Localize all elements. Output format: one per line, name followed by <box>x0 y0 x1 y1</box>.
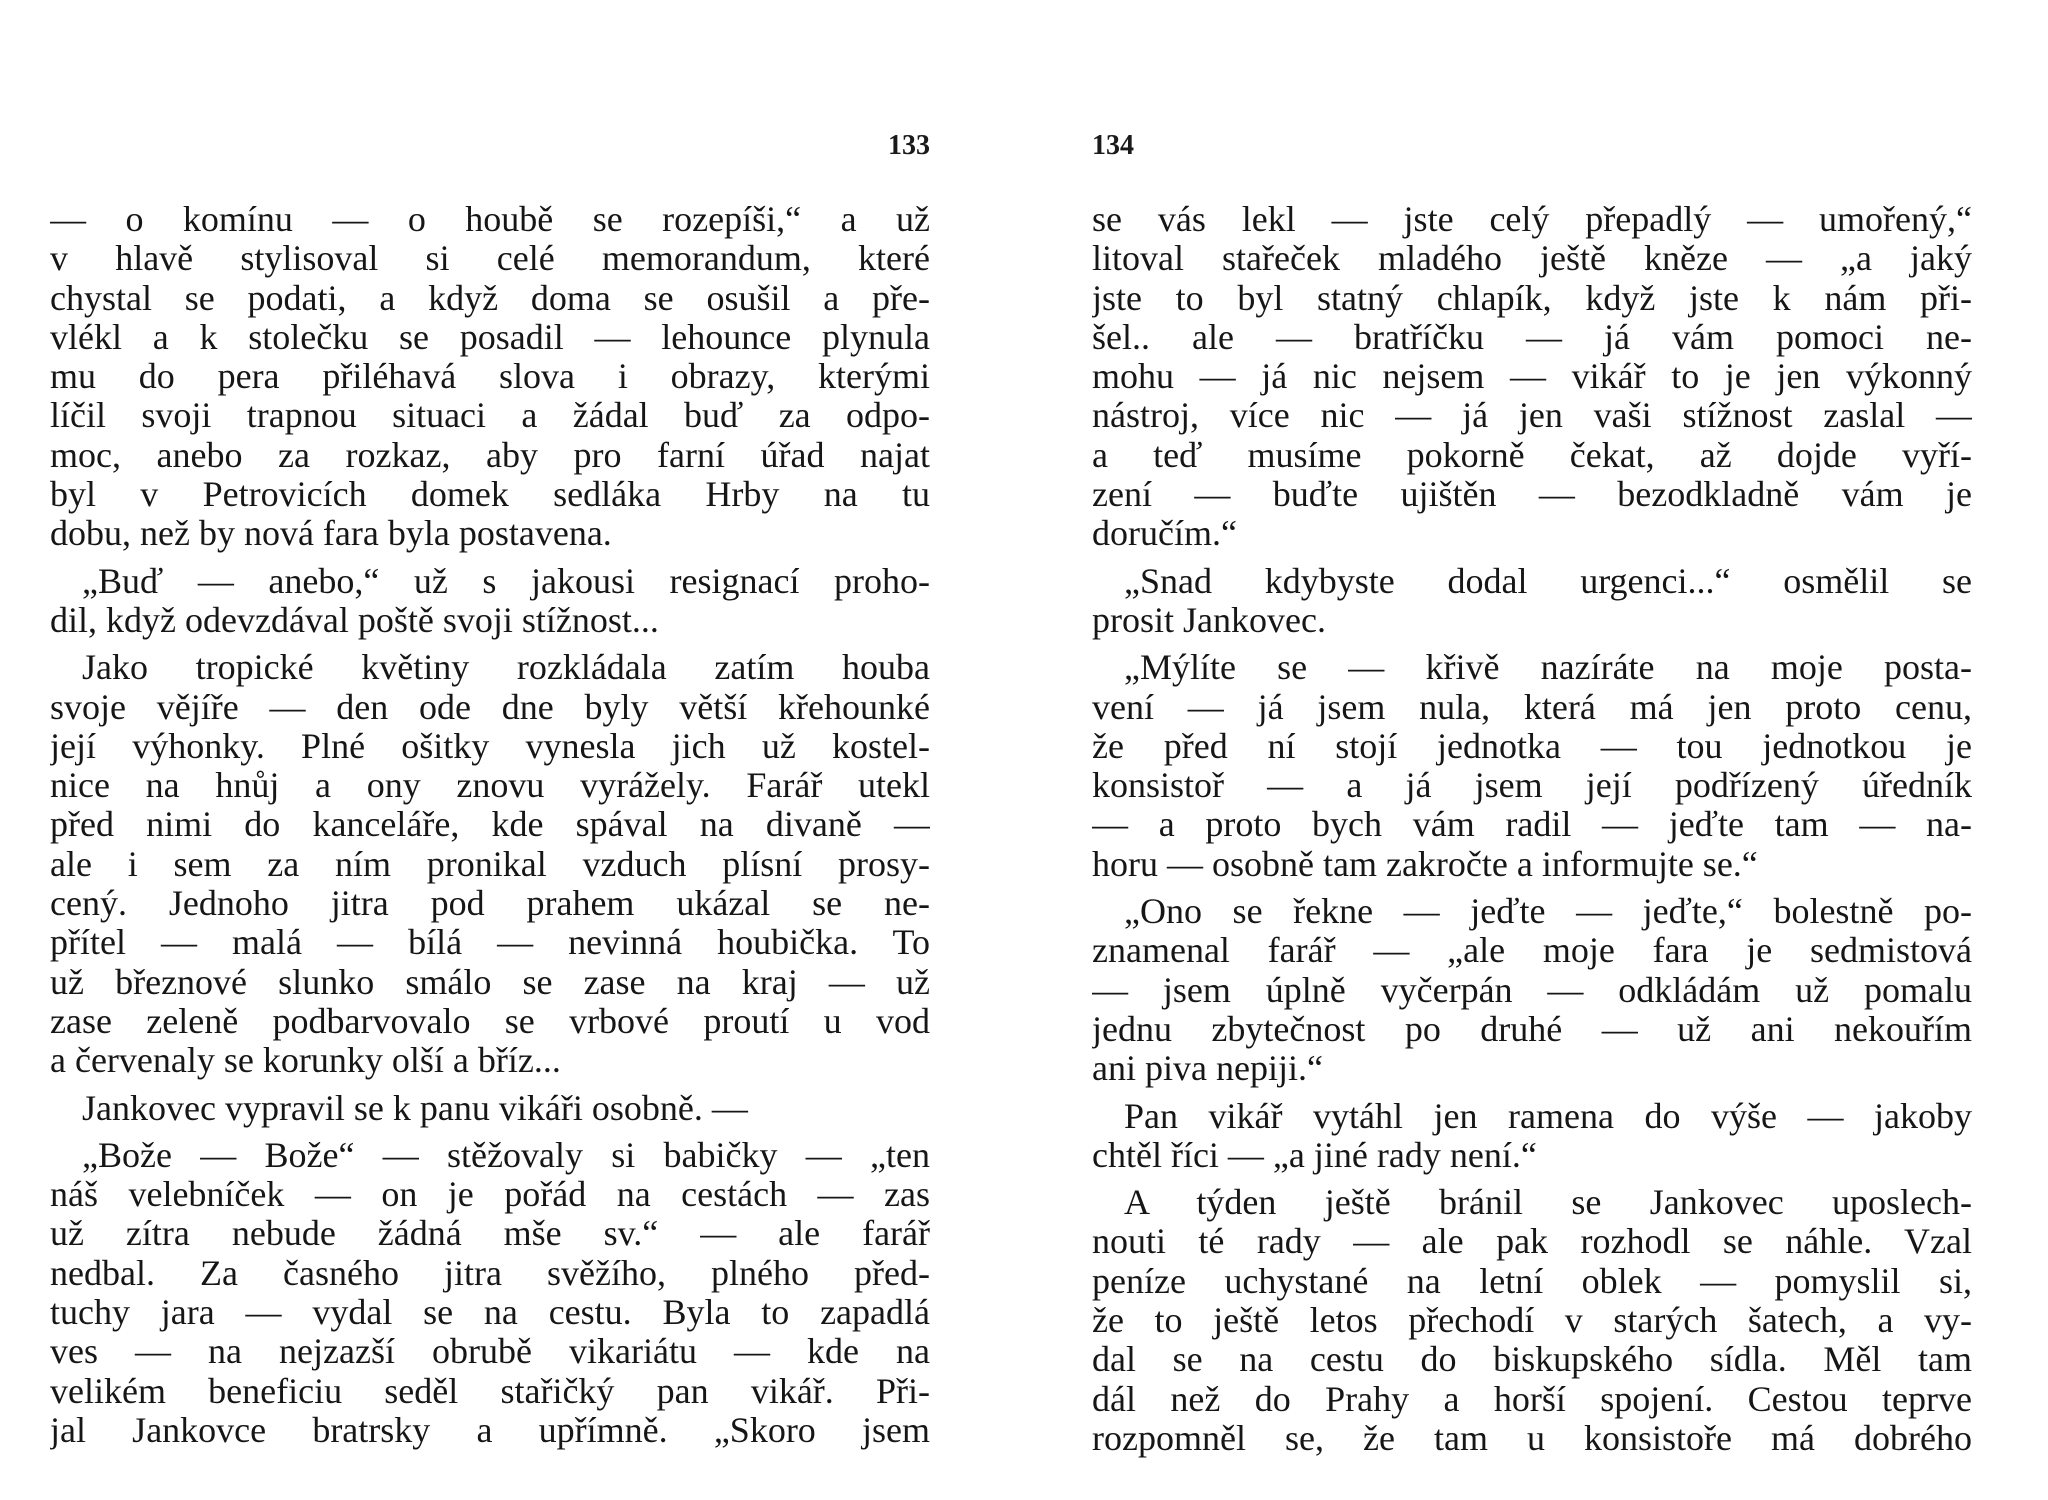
text-line: nástroj, více nic — já jen vaši stížnost zaslal — <box>1092 396 1972 436</box>
text-line: Jankovec vypravil se k panu vikáři osobně. — <box>82 1088 748 1128</box>
text-line: přítel — malá — bílá — nevinná houbička. To <box>50 923 930 963</box>
text-line: A týden ještě bránil se Jankovec uposlech- <box>1124 1183 1972 1223</box>
text-line: zase zeleně podbarvovalo se vrbové proutí u vod <box>50 1001 930 1041</box>
text-line: „Ono se řekne — jeďte — jeďte,“ bolestně po- <box>1124 892 1972 932</box>
text-line: svoje vějíře — den ode dne byly větší křehounké <box>50 687 930 727</box>
page-number: 133 <box>888 130 930 161</box>
left-page <box>50 0 930 1500</box>
text-line: že to ještě letos přechodí v starých šatech, a vy- <box>1092 1301 1972 1341</box>
text-line: dil, když odevzdával poště svoji stížnost... <box>50 600 659 640</box>
text-line: byl v Petrovicích domek sedláka Hrby na tu <box>50 475 930 515</box>
text-line: ani piva nepiji.“ <box>1092 1049 1323 1089</box>
text-line: nedbal. Za časného jitra svěžího, plného před- <box>50 1253 930 1293</box>
text-line: mohu — já nic nejsem — vikář to je jen výkonný <box>1092 357 1972 397</box>
text-line: a teď musíme pokorně čekat, až dojde vyří- <box>1092 435 1972 475</box>
text-line: dobu, než by nová fara byla postavena. <box>50 514 612 554</box>
text-line: ale i sem za ním pronikal vzduch plísní prosy- <box>50 844 930 884</box>
text-line: velikém beneficiu seděl stařičký pan vikář. Při- <box>50 1371 930 1411</box>
text-line: prosit Jankovec. <box>1092 600 1326 640</box>
text-line: vlékl a k stolečku se posadil — lehounce plynula <box>50 317 930 357</box>
text-line: — o komínu — o houbě se rozepíši,“ a už <box>50 200 930 239</box>
text-line: tuchy jara — vydal se na cestu. Byla to zapadlá <box>50 1293 930 1333</box>
text-line: se vás lekl — jste celý přepadlý — umořený,“ <box>1092 200 1972 239</box>
text-line: ves — na nejzazší obrubě vikariátu — kde na <box>50 1332 930 1372</box>
text-line: náš velebníček — on je pořád na cestách — zas <box>50 1175 930 1215</box>
text-line: mu do pera přiléhavá slova i obrazy, kterými <box>50 357 930 397</box>
text-line: „Bože — Bože“ — stěžovaly si babičky — „ten <box>82 1135 930 1175</box>
text-line: už březnové slunko smálo se zase na kraj — už <box>50 962 930 1002</box>
right-page <box>1092 0 1972 1500</box>
text-line: Jako tropické květiny rozkládala zatím houba <box>82 648 930 688</box>
text-line: jal Jankovce bratrsky a upřímně. „Skoro jsem <box>50 1410 930 1450</box>
text-line: nouti té rady — ale pak rozhodl se náhle. Vzal <box>1092 1222 1972 1262</box>
text-line: před nimi do kanceláře, kde spával na divaně — <box>50 805 930 845</box>
text-line: peníze uchystané na letní oblek — pomyslil si, <box>1092 1261 1972 1301</box>
text-line: konsistoř — a já jsem její podřízený úředník <box>1092 766 1972 806</box>
text-line: nice na hnůj a ony znovu vyrážely. Farář utekl <box>50 766 930 806</box>
text-line: dál než do Prahy a horší spojení. Cestou teprve <box>1092 1379 1972 1419</box>
text-line: vení — já jsem nula, která má jen proto cenu, <box>1092 687 1972 727</box>
page-text <box>1092 200 1972 1458</box>
text-line: chystal se podati, a když doma se osušil a pře- <box>50 278 930 318</box>
text-line: jednu zbytečnost po druhé — už ani nekouřím <box>1092 1009 1972 1049</box>
text-line: líčil svoji trapnou situaci a žádal buď za odpo- <box>50 396 930 436</box>
text-line: v hlavě stylisoval si celé memorandum, které <box>50 239 930 279</box>
text-line: „Buď — anebo,“ už s jakousi resignací proho- <box>82 561 930 601</box>
text-line: zení — buďte ujištěn — bezodkladně vám je <box>1092 475 1972 515</box>
text-line: horu — osobně tam zakročte a informujte se.“ <box>1092 844 1758 884</box>
text-line: Pan vikář vytáhl jen ramena do výše — jakoby <box>1124 1096 1972 1136</box>
text-line: že před ní stojí jednotka — tou jednotkou je <box>1092 726 1972 766</box>
text-line: dal se na cestu do biskupského sídla. Měl tam <box>1092 1340 1972 1380</box>
text-line: „Snad kdybyste dodal urgenci...“ osmělil se <box>1124 561 1972 601</box>
text-line: litoval stařeček mladého ještě kněze — „a jaký <box>1092 239 1972 279</box>
text-line: — jsem úplně vyčerpán — odkládám už pomalu <box>1092 970 1972 1010</box>
page-text <box>50 200 930 1450</box>
text-line: doručím.“ <box>1092 514 1237 554</box>
text-line: cený. Jednoho jitra pod prahem ukázal se ne- <box>50 884 930 924</box>
text-line: znamenal farář — „ale moje fara je sedmistová <box>1092 931 1972 971</box>
text-line: šel.. ale — bratříčku — já vám pomoci ne- <box>1092 317 1972 357</box>
page-number: 134 <box>1092 130 1134 161</box>
text-line: moc, anebo za rozkaz, aby pro farní úřad najat <box>50 435 930 475</box>
text-line: — a proto bych vám radil — jeďte tam — na- <box>1092 805 1972 845</box>
text-line: a červenaly se korunky olší a bříz... <box>50 1041 561 1081</box>
text-line: „Mýlíte se — křivě nazíráte na moje posta- <box>1124 648 1972 688</box>
text-line: její výhonky. Plné ošitky vynesla jich už kostel- <box>50 726 930 766</box>
text-line: už zítra nebude žádná mše sv.“ — ale farář <box>50 1214 930 1254</box>
text-line: jste to byl statný chlapík, když jste k nám při- <box>1092 278 1972 318</box>
text-line: chtěl říci — „a jiné rady není.“ <box>1092 1135 1537 1175</box>
text-line: rozpomněl se, že tam u konsistoře má dobrého <box>1092 1418 1972 1458</box>
